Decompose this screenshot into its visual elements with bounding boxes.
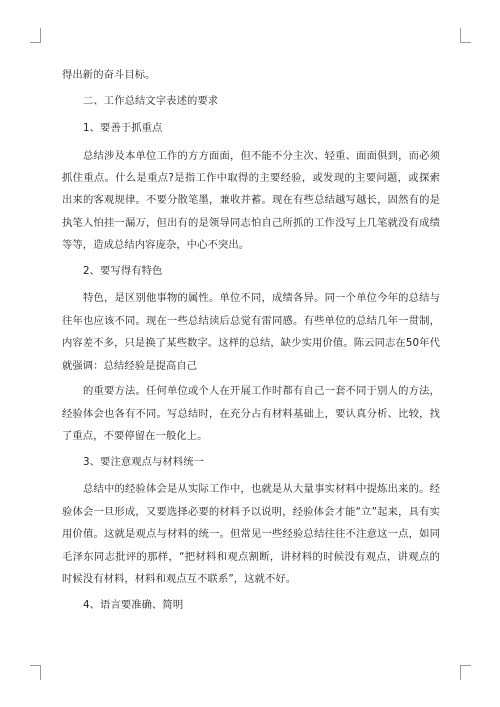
subsection-heading: 3、要注意观点与材料统一 (83, 456, 205, 469)
subsection-heading: 4、语言要准确、简明 (83, 598, 184, 611)
crop-mark-top-left (30, 28, 41, 43)
crop-mark-bottom-left (30, 665, 41, 680)
body-paragraph: 总结涉及本单位工作的方方面面，但不能不分主次、轻重、面面俱到，而必须抓住重点。什么是重点?是指工作中取得的主要经验，或发现的主要问题，或探索出来的客观规律。不要分散笔墨，兼收并蓄。现在有些总结越写越长，固然有的是执笔人怕挂一漏万，但出有的是领导同志怕自己所抓的工作没写上几笔就没有成绩等等，造成总结内容庞杂，中心不突出。 (62, 149, 440, 252)
crop-mark-bottom-right (460, 665, 471, 680)
body-paragraph: 的重要方法。任何单位或个人在开展工作时都有自己一套不同于别人的方法，经验体会也各有不同。写总结时，在充分占有材料基础上，要认真分析、比较，找了重点，不要停留在一般化上。 (62, 385, 440, 443)
body-paragraph: 特色，是区别他事物的属性。单位不同，成绩各异。同一个单位今年的总结与往年也应该不同。现在一些总结读后总觉有雷同感。有些单位的总结几年一贯制，内容差不多，只是换了某些数字。这样的总结，缺少实用价值。陈云同志在50年代就强调：总结经验是提高自己 (62, 292, 440, 372)
subsection-heading: 2、要写得有特色 (83, 265, 163, 278)
crop-mark-top-right (460, 28, 471, 43)
paragraph-continuation: 得出新的奋斗目标。 (62, 69, 156, 81)
section-heading: 二、工作总结文字表述的要求 (83, 94, 219, 107)
subsection-heading: 1、要善于抓重点 (83, 122, 163, 135)
document-body (62, 64, 440, 621)
body-paragraph: 总结中的经验体会是从实际工作中，也就是从大量事实材料中提炼出来的。经验体会一旦形成，又要选择必要的材料予以说明，经验体会才能“立”起来，具有实用价值。这就是观点与材料的统一。但常见一些经验总结往往不注意这一点，如同毛泽东同志批评的那样，“把材料和观点割断，讲材料的时候没有观点，讲观点的时候没有材料，材料和观点互不联系”，这就不好。 (62, 483, 440, 586)
